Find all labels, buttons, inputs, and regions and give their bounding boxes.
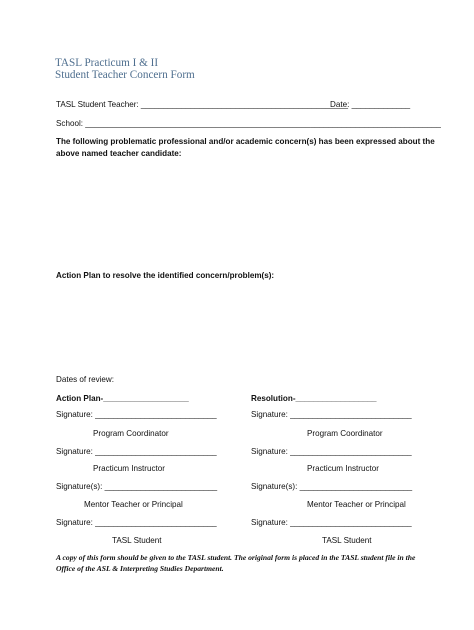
concern-statement-line1: The following problematic professional and/or academic concern(s) has been expressed about the bbox=[56, 137, 435, 146]
action-plan-heading-label: Action Plan- bbox=[56, 394, 104, 403]
role-label-left: TASL Student bbox=[112, 536, 162, 545]
signature-line-right: Signature: ___________________________ bbox=[251, 410, 412, 419]
signature-line-left: Signature: ___________________________ bbox=[56, 447, 217, 456]
role-label-right: Program Coordinator bbox=[307, 429, 383, 438]
signature-line-right: Signature: ___________________________ bbox=[251, 518, 412, 527]
role-label-right: Practicum Instructor bbox=[307, 464, 379, 473]
resolution-heading-blank: __________________ bbox=[295, 394, 377, 403]
signature-line-left: Signature: ___________________________ bbox=[56, 518, 217, 527]
form-title-line1: TASL Practicum I & II bbox=[55, 57, 159, 69]
date-field: Date: _____________ bbox=[330, 100, 411, 109]
role-label-left: Program Coordinator bbox=[93, 429, 169, 438]
role-label-right: TASL Student bbox=[322, 536, 372, 545]
action-plan-column-heading bbox=[56, 394, 189, 404]
action-plan-heading: Action Plan to resolve the identified concern/problem(s): bbox=[56, 271, 275, 280]
signature-line-left: Signature: ___________________________ bbox=[56, 410, 217, 419]
action-plan-heading-blank: ___________________ bbox=[103, 394, 189, 403]
signature-line-right: Signature(s): _________________________ bbox=[251, 482, 413, 491]
role-label-left: Mentor Teacher or Principal bbox=[84, 500, 183, 509]
concern-statement-line2: above named teacher candidate: bbox=[56, 149, 182, 158]
school-field: School: _______________________________________________________________________________ bbox=[56, 119, 441, 128]
dates-of-review-label: Dates of review: bbox=[56, 375, 115, 384]
signature-line-right: Signature: ___________________________ bbox=[251, 447, 412, 456]
role-label-right: Mentor Teacher or Principal bbox=[307, 500, 406, 509]
resolution-column-heading bbox=[251, 394, 377, 404]
student-teacher-field: TASL Student Teacher: ______________________________________________ bbox=[56, 100, 348, 109]
form-title-line2: Student Teacher Concern Form bbox=[55, 69, 195, 81]
resolution-heading-label: Resolution- bbox=[251, 394, 296, 403]
signature-line-left: Signature(s): _________________________ bbox=[56, 482, 218, 491]
footer-note: A copy of this form should be given to the TASL student. The original form is placed in the TASL student file in the Office of the ASL & Interpreting Studies Department. bbox=[56, 553, 416, 573]
role-label-left: Practicum Instructor bbox=[93, 464, 165, 473]
